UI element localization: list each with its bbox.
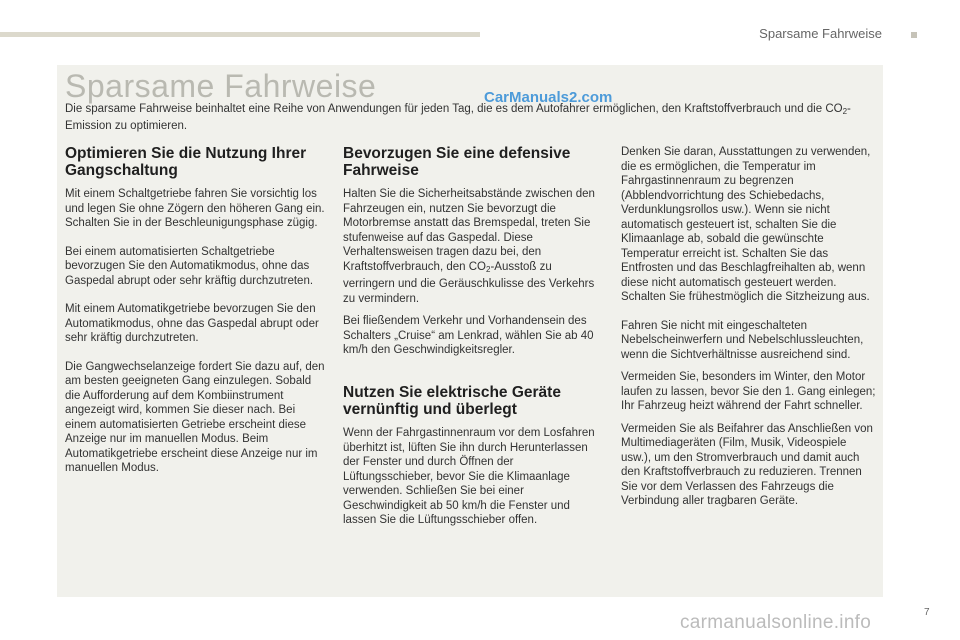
intro-text (65, 102, 865, 134)
paragraph: Bei fließendem Verkehr und Vorhandensein des Schalters „Cruise“ am Lenkrad, wählen Sie ab 40 km/h den Geschwindigkeitsregler. (343, 315, 594, 356)
paragraph: Mit einem Automatikgetriebe bevorzugen Sie den Automatikmodus, ohne das Gaspedal abrupt oder sehr kräftig durchzutreten. (65, 303, 319, 344)
intro-text-b: -Emission zu optimieren. (65, 103, 851, 132)
paragraph-b: -Ausstoß zu verringern und die Geräuschkulisse des Verkehrs zu vermindern. (343, 260, 595, 305)
column-comfort-equipment (621, 145, 876, 517)
header-marker (911, 32, 917, 38)
paragraph: Vermeiden Sie, besonders im Winter, den Motor laufen zu lassen, bevor Sie den 1. Gang einlegen; Ihr Fahrzeug heizt während der Fahrt schneller. (621, 371, 876, 412)
section-title: Sparsame Fahrweise (759, 26, 882, 41)
paragraph: Bei einem automatisierten Schaltgetriebe bevorzugen Sie den Automatikmodus, ohne das Gaspedal abrupt oder sehr kräftig durchzutreten. (65, 245, 314, 287)
header-bar (0, 32, 480, 37)
page-number: 7 (924, 607, 930, 618)
co2-subscript: 2 (485, 264, 491, 274)
heading-electrical-devices: Nutzen Sie elektrische Geräte vernünftig und überlegt (343, 384, 561, 418)
column-gear-shift (65, 145, 327, 484)
watermark-carmanualsonline[interactable]: carmanualsonline.info (680, 612, 872, 633)
paragraph: Die Gangwechselanzeige fordert Sie dazu auf, den am besten geeigneten Gang einzulegen. Sobald die Aufforderung auf dem Kombiinstrument angezeigt wird, kommen Sie dieser nach. Bei einem automatisierten Getriebe erscheint diese Anzeige nur im manuellen Modus. Beim Automatikgetriebe erscheint diese Anzeige nur im manuellen Modus. (65, 360, 325, 474)
paragraph: Fahren Sie nicht mit eingeschalteten Nebelscheinwerfern und Nebelschlussleuchten, wenn die Sichtverhältnisse ausreichend sind. (621, 319, 864, 361)
paragraph: Mit einem Schaltgetriebe fahren Sie vorsichtig los und legen Sie ohne Zögern den höheren Gang ein. Schalten Sie in der Beschleunigungsphase zügig. (65, 188, 325, 229)
page-title: Sparsame Fahrweise (65, 68, 377, 104)
watermark-carmanuals2[interactable]: CarManuals2.com (484, 89, 613, 106)
paragraph: Vermeiden Sie als Beifahrer das Anschließen von Multimediageräten (Film, Musik, Videospiele usw.), um den Stromverbrauch und damit auch den Kraftstoffverbrauch zu reduzieren. Trennen Sie vor dem Verlassen des Fahrzeugs die Verbindung aller tragbaren Geräte. (621, 422, 873, 507)
intro-subscript: 2 (842, 107, 848, 116)
heading-defensive-driving: Bevorzugen Sie eine defensive Fahrweise (343, 145, 571, 179)
paragraph (343, 187, 598, 306)
intro-text-a: Die sparsame Fahrweise beinhaltet eine Reihe von Anwendungen für jeden Tag, die es dem Autofahrer ermöglichen, den Kraftstoffverbrauch und die CO (65, 103, 843, 115)
column-electrical-devices (343, 384, 598, 536)
heading-gear-shift: Optimieren Sie die Nutzung Ihrer Gangschaltung (65, 145, 307, 179)
paragraph: Wenn der Fahrgastinnenraum vor dem Losfahren überhitzt ist, lüften Sie ihn durch Herunterlassen der Fenster und durch Öffnen der Lüftungsschieber, bevor Sie die Klimaanlage verwenden. Schließen Sie bei einer Geschwindigkeit ab 50 km/h die Fenster und lassen Sie die Lüftungsschieber offen. (343, 427, 595, 526)
column-defensive-driving (343, 145, 598, 366)
paragraph-a: Halten Sie die Sicherheitsabstände zwischen den Fahrzeugen ein, nutzen Sie bevorzugt die Motorbremse anstatt das Bremspedal, treten Sie stufenweise auf das Gaspedal. Diese Verhaltensweisen tragen dazu bei, den Kraftstoffverbrauch, den CO (343, 188, 595, 273)
paragraph: Denken Sie daran, Ausstattungen zu verwenden, die es ermöglichen, die Temperatur im Fahrgastinnenraum zu begrenzen (Abblendvorrichtung des Schiebedachs, Verdunklungsrollos usw.). Wenn sie nicht automatisch gesteuert ist, schalten Sie die Klimaanlage ab, sobald die gewünschte Temperatur erreicht ist. Schalten Sie das Entfrosten und das Beschlagfreihalten ab, wenn diese nicht automatisch gesteuert werden. Schalten Sie frühestmöglich die Sitzheizung aus. (621, 146, 871, 303)
